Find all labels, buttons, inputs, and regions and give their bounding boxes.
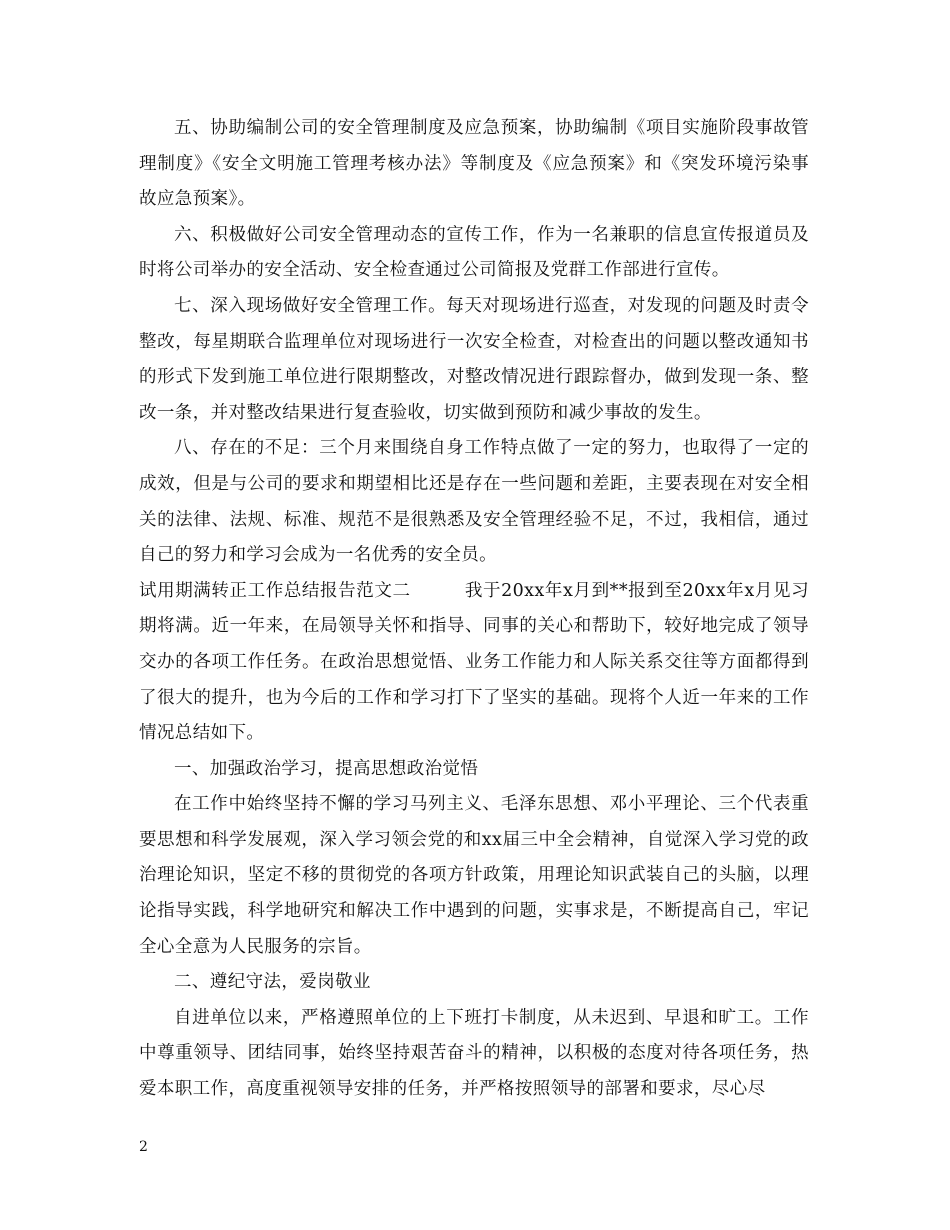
paragraph-7: 七、深入现场做好安全管理工作。每天对现场进行巡查，对发现的问题及时责令整改，每星期联合监理单位对现场进行一次安全检查，对检查出的问题以整改通知书的形式下发到施工单位进行限期整改，对整改情况进行跟踪督办，做到发现一条、整改一条，并对整改结果进行复查验收，切实做到预防和减少事故的发生。 xyxy=(139,295,809,423)
subheading-discipline: 二、遵纪守法，爱岗敬业 xyxy=(174,972,371,993)
paragraph-5: 五、协助编制公司的安全管理制度及应急预案，协助编制《项目实施阶段事故管理制度》《安全文明施工管理考核办法》等制度及《应急预案》和《突发环境污染事故应急预案》。 xyxy=(139,118,809,210)
section-two-intro: 试用期满转正工作总结报告范文二 我于20xx年x月到**报到至20xx年x月见习期将满。近一年来，在局领导关怀和指导、同事的关心和帮助下，较好地完成了领导交办的各项工作任务。在政治思想觉悟、业务工作能力和人际关系交往等方面都得到了很大的提升，也为今后的工作和学习打下了坚实的基础。现将个人近一年来的工作情况总结如下。 xyxy=(139,580,809,744)
document-body xyxy=(139,111,809,1108)
subheading-political-study: 一、加强政治学习，提高思想政治觉悟 xyxy=(174,758,479,779)
paragraph-6: 六、积极做好公司安全管理动态的宣传工作，作为一名兼职的信息宣传报道员及时将公司举办的安全活动、安全检查通过公司简报及党群工作部进行宣传。 xyxy=(139,224,809,281)
paragraph-8: 八、存在的不足：三个月来围绕自身工作特点做了一定的努力，也取得了一定的成效，但是与公司的要求和期望相比还是存在一些问题和差距，主要表现在对安全相关的法律、法规、标准、规范不是很熟悉及安全管理经验不足，不过，我相信，通过自己的努力和学习会成为一名优秀的安全员。 xyxy=(139,438,809,566)
page-number: 2 xyxy=(139,1139,148,1155)
paragraph-political-study: 在工作中始终坚持不懈的学习马列主义、毛泽东思想、邓小平理论、三个代表重要思想和科学发展观，深入学习领会党的和xx届三中全会精神，自觉深入学习党的政治理论知识，坚定不移的贯彻党的各项方针政策，用理论知识武装自己的头脑，以理论指导实践，科学地研究和解决工作中遇到的问题，实事求是，不断提高自己，牢记全心全意为人民服务的宗旨。 xyxy=(139,794,809,957)
paragraph-discipline: 自进单位以来，严格遵照单位的上下班打卡制度，从未迟到、早退和旷工。工作中尊重领导、团结同事，始终坚持艰苦奋斗的精神，以积极的态度对待各项任务，热爱本职工作，高度重视领导安排的任务，并严格按照领导的部署和要求，尽心尽 xyxy=(139,1007,809,1100)
